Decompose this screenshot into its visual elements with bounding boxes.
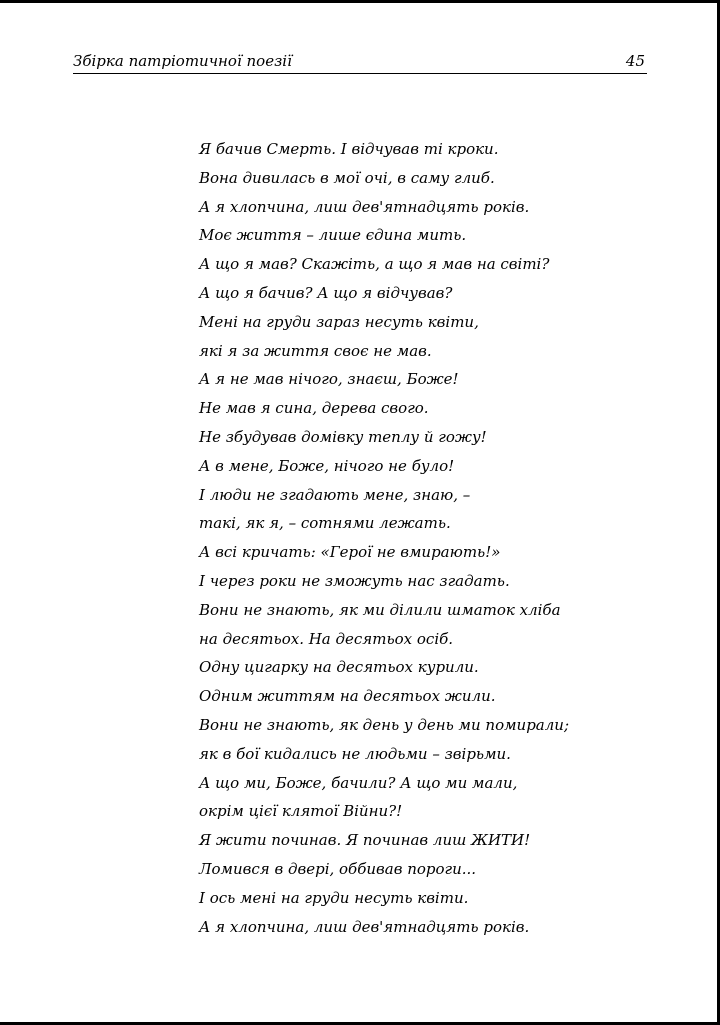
poem-line: А я хлопчина, лиш дев'ятнадцять років. (199, 917, 530, 936)
poem-line: А що я мав? Скажіть, а що я мав на світі? (199, 255, 550, 274)
poem-line: Вона дивилась в мої очі, в саму глиб. (199, 168, 495, 187)
poem-line: Вони не знають, як ми ділили шматок хліба (199, 600, 561, 619)
poem-line: І ось мені на груди несуть квіти. (199, 888, 469, 907)
poem-line: А в мене, Боже, нічого не було! (199, 456, 455, 475)
poem-line: І люди не згадають мене, знаю, – (199, 485, 471, 504)
poem-line: Одну цигарку на десятьох курили. (199, 658, 479, 677)
poem-line: Вони не знають, як день у день ми помирали; (199, 715, 570, 734)
poem-line: А що ми, Боже, бачили? А що ми мали, (199, 773, 518, 792)
poem-line: А що я бачив? А що я відчував? (199, 283, 453, 302)
page-number: 45 (625, 52, 645, 70)
poem-line: Не мав я сина, дерева свого. (199, 399, 429, 418)
poem-line: які я за життя своє не мав. (199, 341, 432, 360)
poem-body (199, 135, 669, 941)
poem-line: Я жити починав. Я починав лиш ЖИТИ! (199, 831, 531, 850)
poem-line: як в бої кидались не людьми – звірьми. (199, 744, 511, 763)
book-title: Збірка патріотичної поезії (73, 52, 292, 70)
poem-line: А я не мав нічого, знаєш, Боже! (199, 370, 459, 389)
poem-line: окрім цієї клятої Війни?! (199, 802, 403, 821)
poem-line: Ломився в двері, оббивав пороги... (199, 859, 477, 878)
poem-line: на десятьох. На десятьох осіб. (199, 629, 454, 648)
poem-line: Я бачив Смерть. І відчував ті кроки. (199, 140, 499, 158)
poem-line: Одним життям на десятьох жили. (199, 687, 496, 706)
poem-line: Не збудував домівку теплу й гожу! (199, 427, 487, 446)
poem-line: А я хлопчина, лиш дев'ятнадцять років. (199, 197, 530, 216)
running-header (73, 51, 647, 74)
poem-line: Моє життя – лише єдина мить. (199, 226, 467, 245)
poem-line: А всі кричать: «Герої не вмирають!» (199, 543, 501, 562)
poem-line: такі, як я, – сотнями лежать. (199, 514, 451, 533)
poem-line: І через роки не зможуть нас згадать. (199, 571, 510, 590)
poem-line: Мені на груди зараз несуть квіти, (199, 312, 479, 331)
